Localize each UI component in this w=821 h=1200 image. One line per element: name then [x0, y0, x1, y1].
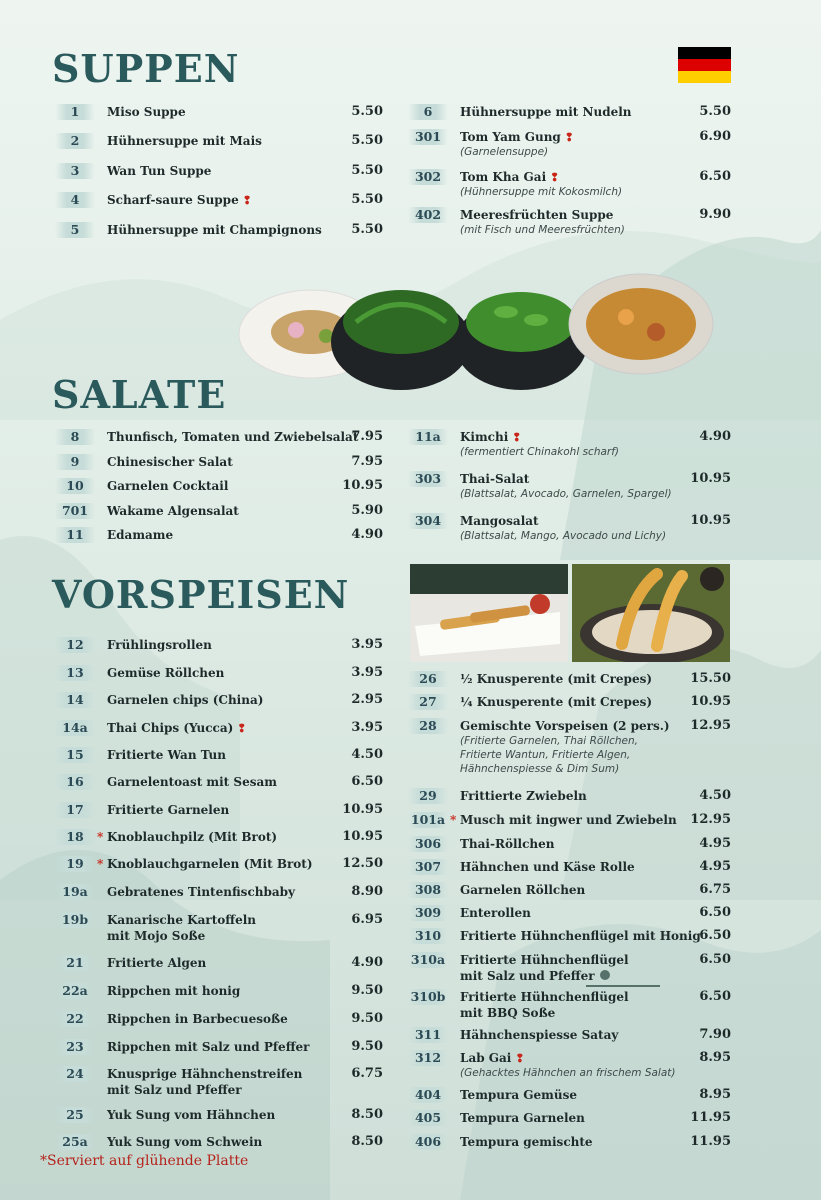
item-description: Hähnchenspiesse & Dim Sum) — [460, 763, 620, 775]
item-price: 6.95 — [351, 912, 383, 927]
item-price: 9.50 — [351, 1039, 383, 1054]
item-name-text: Chinesischer Salat — [107, 455, 233, 469]
item-number: 25a — [55, 1134, 95, 1150]
item-name-text: Hühnersuppe mit Champignons — [107, 223, 322, 237]
item-price: 10.95 — [342, 829, 383, 844]
menu-item — [55, 747, 383, 767]
menu-item — [408, 989, 731, 1020]
item-number: 301 — [408, 129, 448, 145]
item-name — [460, 471, 529, 487]
menu-item — [55, 192, 383, 212]
item-name — [460, 1027, 618, 1043]
item-name — [460, 928, 701, 944]
item-price: 12.95 — [690, 812, 731, 827]
item-name-text: Edamame — [107, 528, 174, 542]
item-price: 10.95 — [690, 513, 731, 528]
item-description: (Garnelensuppe) — [460, 146, 549, 158]
item-name-text: Fritierte Garnelen — [107, 803, 230, 817]
item-name — [460, 812, 677, 828]
menu-item — [55, 1134, 383, 1154]
item-name — [460, 429, 521, 446]
item-name — [107, 637, 212, 653]
item-name — [107, 720, 246, 737]
item-price: 8.50 — [351, 1134, 383, 1149]
item-name-text: Fritierte Hühnchenflügel — [460, 953, 629, 967]
item-name — [107, 163, 211, 179]
item-name — [460, 207, 613, 223]
menu-item — [55, 1107, 383, 1127]
menu-item — [408, 104, 731, 124]
item-number: 402 — [408, 207, 448, 223]
item-price: 7.95 — [351, 454, 383, 469]
item-number: 701 — [55, 503, 95, 519]
item-price: 6.50 — [699, 952, 731, 967]
item-name — [107, 104, 186, 120]
salad-photos — [236, 272, 726, 402]
item-price: 5.50 — [351, 163, 383, 178]
menu-item — [55, 1011, 383, 1031]
item-price: 7.95 — [351, 429, 383, 444]
item-price: 7.90 — [699, 1027, 731, 1042]
item-number: 405 — [408, 1110, 448, 1126]
item-description: (Fritierte Garnelen, Thai Röllchen, — [460, 735, 638, 747]
item-number: 2 — [55, 133, 95, 149]
item-number: 16 — [55, 774, 95, 790]
item-price: 5.50 — [351, 222, 383, 237]
menu-item — [55, 503, 383, 523]
item-name-text: Enterollen — [460, 906, 531, 920]
item-description: (Blattsalat, Mango, Avocado und Lichy) — [460, 530, 667, 542]
menu-item — [55, 884, 383, 904]
served-hot-plate-mark: * — [450, 813, 457, 827]
item-name-text: Yuk Sung vom Schwein — [107, 1135, 263, 1149]
item-price: 4.90 — [699, 429, 731, 444]
item-price: 4.95 — [699, 859, 731, 874]
item-number: 101a — [408, 812, 448, 828]
item-number: 307 — [408, 859, 448, 875]
menu-item — [408, 471, 731, 500]
item-name — [460, 882, 585, 898]
menu-item — [408, 169, 731, 198]
item-name-text: Wan Tun Suppe — [107, 164, 212, 178]
menu-item — [55, 429, 383, 449]
item-number: 303 — [408, 471, 448, 487]
item-number: 311 — [408, 1027, 448, 1043]
item-price: 15.50 — [690, 671, 731, 686]
item-price: 8.95 — [699, 1050, 731, 1065]
item-number: 310 — [408, 928, 448, 944]
menu-item — [55, 692, 383, 712]
menu-item — [408, 718, 731, 775]
item-number: 8 — [55, 429, 95, 445]
item-price: 5.50 — [351, 104, 383, 119]
item-name-text: Thai Chips (Yucca) — [107, 721, 234, 735]
item-name — [107, 454, 233, 470]
menu-item — [408, 882, 731, 902]
item-price: 6.50 — [699, 905, 731, 920]
item-description: (Gehacktes Hähnchen an frischem Salat) — [460, 1067, 676, 1079]
item-number: 12 — [55, 637, 95, 653]
item-description: (fermentiert Chinakohl scharf) — [460, 446, 620, 458]
item-price: 5.90 — [351, 503, 383, 518]
menu-item — [55, 104, 383, 124]
item-price: 5.50 — [351, 192, 383, 207]
item-name-text: Hähnchenspiesse Satay — [460, 1028, 619, 1042]
item-name — [107, 829, 277, 845]
item-number: 13 — [55, 665, 95, 681]
item-price: 3.95 — [351, 720, 383, 735]
item-name — [107, 856, 313, 872]
springrolls-photo — [410, 564, 568, 662]
item-name-text: Hühnersuppe mit Nudeln — [460, 105, 632, 119]
item-number: 312 — [408, 1050, 448, 1066]
item-name-text: Knoblauchpilz (Mit Brot) — [107, 830, 278, 844]
item-name-text: Gemüse Röllchen — [107, 666, 225, 680]
item-name-text: Fritierte Hühnchenflügel — [460, 990, 629, 1004]
item-name — [460, 513, 539, 529]
item-name-text: ¼ Knusperente (mit Crepes) — [460, 695, 653, 709]
item-name — [460, 1134, 593, 1150]
item-price: 4.90 — [351, 955, 383, 970]
item-name-text: Rippchen mit honig — [107, 984, 241, 998]
item-name-text: Lab Gai — [460, 1051, 512, 1065]
item-price: 8.95 — [699, 1087, 731, 1102]
section-title-vorspeisen: VORSPEISEN — [52, 572, 350, 617]
item-name-text: Fritierte Hühnchenflügel mit Honig — [460, 929, 701, 943]
item-name — [460, 129, 574, 146]
item-number: 25 — [55, 1107, 95, 1123]
menu-item — [408, 812, 731, 832]
item-name — [107, 912, 256, 928]
item-number: 406 — [408, 1134, 448, 1150]
item-description: (Blattsalat, Avocado, Garnelen, Spargel) — [460, 488, 672, 500]
item-number: 21 — [55, 955, 95, 971]
item-price: 4.95 — [699, 836, 731, 851]
item-name — [460, 694, 652, 710]
item-name — [107, 478, 228, 494]
menu-item — [408, 1110, 731, 1130]
german-flag-icon — [678, 47, 731, 83]
item-name-text: Knoblauchgarnelen (Mit Brot) — [107, 857, 313, 871]
item-number: 404 — [408, 1087, 448, 1103]
item-price: 4.50 — [351, 747, 383, 762]
menu-item — [408, 513, 731, 542]
item-price: 6.50 — [351, 774, 383, 789]
item-name — [460, 836, 554, 852]
item-number: 23 — [55, 1039, 95, 1055]
item-description: Fritierte Wantun, Fritierte Algen, — [460, 749, 631, 761]
item-price: 12.50 — [342, 856, 383, 871]
item-name — [107, 774, 277, 790]
menu-item — [408, 905, 731, 925]
item-price: 3.95 — [351, 637, 383, 652]
item-number: 1 — [55, 104, 95, 120]
item-name-text: Yuk Sung vom Hähnchen — [107, 1108, 276, 1122]
item-name-text: Tempura Gemüse — [460, 1088, 577, 1102]
item-number: 19b — [55, 912, 95, 928]
item-number: 19a — [55, 884, 95, 900]
served-hot-plate-mark: * — [97, 830, 104, 844]
item-price: 6.75 — [351, 1066, 383, 1081]
item-number: 15 — [55, 747, 95, 763]
item-number: 24 — [55, 1066, 95, 1082]
item-name — [107, 503, 239, 519]
item-name-text: Rippchen mit Salz und Pfeffer — [107, 1040, 310, 1054]
item-price: 2.95 — [351, 692, 383, 707]
item-name-text: Mangosalat — [460, 514, 539, 528]
item-number: 11 — [55, 527, 95, 543]
menu-item — [408, 952, 731, 983]
chili-spicy-icon: ❢ — [560, 131, 574, 144]
item-number: 3 — [55, 163, 95, 179]
item-price: 6.50 — [699, 928, 731, 943]
item-name-line2: mit BBQ Soße — [460, 1006, 556, 1020]
menu-item — [55, 222, 383, 242]
menu-item — [55, 912, 383, 943]
item-price: 11.95 — [690, 1110, 731, 1125]
section-title-salate: SALATE — [52, 372, 227, 417]
menu-item — [408, 1027, 731, 1047]
item-number: 308 — [408, 882, 448, 898]
item-number: 28 — [408, 718, 448, 734]
item-name — [460, 989, 629, 1005]
item-price: 10.95 — [342, 478, 383, 493]
item-name — [460, 952, 629, 968]
item-number: 18 — [55, 829, 95, 845]
item-name-text: Scharf-saure Suppe — [107, 193, 239, 207]
item-number: 27 — [408, 694, 448, 710]
item-name — [107, 802, 229, 818]
item-price: 3.95 — [351, 665, 383, 680]
item-price: 10.95 — [690, 694, 731, 709]
item-price: 11.95 — [690, 1134, 731, 1149]
item-number: 22a — [55, 983, 95, 999]
item-number: 304 — [408, 513, 448, 529]
item-name — [107, 1066, 302, 1082]
item-name-text: Garnelen chips (China) — [107, 693, 264, 707]
menu-item — [55, 1066, 383, 1097]
item-name — [460, 671, 652, 687]
menu-item — [408, 788, 731, 808]
item-name — [107, 133, 262, 149]
item-name-text: Kimchi — [460, 430, 509, 444]
item-number: 310a — [408, 952, 448, 968]
item-number: 302 — [408, 169, 448, 185]
footnote: *Serviert auf glühende Platte — [40, 1153, 249, 1169]
item-name — [460, 788, 587, 804]
item-name — [460, 1087, 577, 1103]
menu-item — [408, 207, 731, 236]
menu-item — [55, 802, 383, 822]
item-number: 309 — [408, 905, 448, 921]
item-price: 6.50 — [699, 169, 731, 184]
item-name — [107, 955, 206, 971]
menu-item — [55, 829, 383, 849]
item-name-text: Knusprige Hähnchenstreifen — [107, 1067, 303, 1081]
item-price: 12.95 — [690, 718, 731, 733]
item-name-line2: mit Salz und Pfeffer — [107, 1083, 242, 1097]
item-price: 8.50 — [351, 1107, 383, 1122]
menu-item — [408, 694, 731, 714]
item-name-text: Musch mit ingwer und Zwiebeln — [460, 813, 677, 827]
menu-item — [408, 859, 731, 879]
menu-item — [408, 836, 731, 856]
menu-item — [55, 856, 383, 876]
menu-item — [55, 637, 383, 657]
item-name-text: ½ Knusperente (mit Crepes) — [460, 672, 653, 686]
item-name-text: Miso Suppe — [107, 105, 186, 119]
chili-spicy-icon: ❢ — [508, 431, 522, 444]
menu-item — [55, 955, 383, 975]
item-name-text: Kanarische Kartoffeln — [107, 913, 257, 927]
item-name-line2: mit Mojo Soße — [107, 929, 206, 943]
item-price: 10.95 — [690, 471, 731, 486]
menu-item — [55, 1039, 383, 1059]
item-name — [460, 905, 531, 921]
item-number: 310b — [408, 989, 448, 1005]
item-name — [460, 169, 559, 186]
item-price: 5.50 — [351, 133, 383, 148]
item-name — [107, 1039, 310, 1055]
item-name — [107, 192, 252, 209]
menu-item — [55, 983, 383, 1003]
item-price: 4.90 — [351, 527, 383, 542]
item-price: 8.90 — [351, 884, 383, 899]
item-name — [107, 1134, 262, 1150]
item-description: (Hühnersuppe mit Kokosmilch) — [460, 186, 623, 198]
tempura-photo — [572, 564, 730, 662]
menu-item — [55, 665, 383, 685]
item-name-text: Rippchen in Barbecuesoße — [107, 1012, 288, 1026]
item-name — [460, 1050, 524, 1067]
menu-item — [408, 1050, 731, 1079]
item-name — [460, 718, 670, 734]
menu-item — [55, 163, 383, 183]
item-name-text: Garnelentoast mit Sesam — [107, 775, 277, 789]
item-number: 19 — [55, 856, 95, 872]
menu-item — [408, 1134, 731, 1154]
menu-item — [408, 129, 731, 158]
item-price: 6.90 — [699, 129, 731, 144]
section-title-suppen: SUPPEN — [52, 46, 240, 91]
served-hot-plate-mark: * — [97, 857, 104, 871]
item-price: 5.50 — [699, 104, 731, 119]
chili-spicy-icon: ❢ — [511, 1052, 525, 1065]
item-name — [107, 747, 226, 763]
item-number: 26 — [408, 671, 448, 687]
item-description: (mit Fisch und Meeresfrüchten) — [460, 224, 625, 236]
item-name — [107, 527, 173, 543]
item-name — [107, 692, 263, 708]
item-name-text: Tom Yam Gung — [460, 130, 561, 144]
item-name — [460, 1110, 585, 1126]
item-name-text: Tempura Garnelen — [460, 1111, 585, 1125]
menu-item — [55, 133, 383, 153]
item-name — [107, 884, 295, 900]
item-name-text: Thunfisch, Tomaten und Zwiebelsalat — [107, 430, 359, 444]
item-price: 9.50 — [351, 1011, 383, 1026]
item-name — [107, 1107, 275, 1123]
item-name-text: Garnelen Cocktail — [107, 479, 229, 493]
item-name — [460, 104, 632, 120]
item-number: 29 — [408, 788, 448, 804]
item-number: 5 — [55, 222, 95, 238]
menu-item — [55, 527, 383, 547]
item-number: 9 — [55, 454, 95, 470]
chili-spicy-icon: ❢ — [233, 722, 247, 735]
item-name-text: Fritierte Algen — [107, 956, 207, 970]
item-price: 9.90 — [699, 207, 731, 222]
item-name-line2: mit Salz und Pfeffer — [460, 969, 595, 983]
menu-item — [55, 478, 383, 498]
item-name-text: Tom Kha Gai — [460, 170, 547, 184]
menu-item — [55, 454, 383, 474]
item-price: 4.50 — [699, 788, 731, 803]
item-name-text: Gemischte Vorspeisen (2 pers.) — [460, 719, 670, 733]
item-number: 306 — [408, 836, 448, 852]
chili-spicy-icon: ❢ — [546, 171, 560, 184]
item-name-text: Garnelen Röllchen — [460, 883, 586, 897]
item-name-text: Thai-Röllchen — [460, 837, 555, 851]
item-number: 17 — [55, 802, 95, 818]
item-name-text: Frühlingsrollen — [107, 638, 212, 652]
item-name — [107, 983, 240, 999]
item-name-text: Frittierte Zwiebeln — [460, 789, 587, 803]
item-price: 10.95 — [342, 802, 383, 817]
item-name-text: Thai-Salat — [460, 472, 530, 486]
menu-item — [55, 720, 383, 740]
item-number: 4 — [55, 192, 95, 208]
menu-item — [408, 928, 731, 948]
item-number: 14 — [55, 692, 95, 708]
item-name-text: Hähnchen und Käse Rolle — [460, 860, 635, 874]
item-number: 14a — [55, 720, 95, 736]
item-name-text: Meeresfrüchten Suppe — [460, 208, 614, 222]
menu-item — [408, 671, 731, 691]
item-name — [460, 859, 635, 875]
item-price: 9.50 — [351, 983, 383, 998]
item-number: 22 — [55, 1011, 95, 1027]
item-number: 6 — [408, 104, 448, 120]
item-price: 6.75 — [699, 882, 731, 897]
menu-item — [408, 1087, 731, 1107]
menu-item — [55, 774, 383, 794]
item-name — [107, 665, 224, 681]
item-name — [107, 1011, 288, 1027]
item-price: 6.50 — [699, 989, 731, 1004]
item-name-text: Hühnersuppe mit Mais — [107, 134, 262, 148]
item-name-text: Gebratenes Tintenfischbaby — [107, 885, 295, 899]
item-name-text: Tempura gemischte — [460, 1135, 593, 1149]
item-number: 11a — [408, 429, 448, 445]
chili-spicy-icon: ❢ — [238, 194, 252, 207]
item-name-text: Wakame Algensalat — [107, 504, 239, 518]
item-name — [107, 429, 358, 445]
item-name-text: Fritierte Wan Tun — [107, 748, 226, 762]
item-number: 10 — [55, 478, 95, 494]
menu-item — [408, 429, 731, 458]
item-name — [107, 222, 322, 238]
